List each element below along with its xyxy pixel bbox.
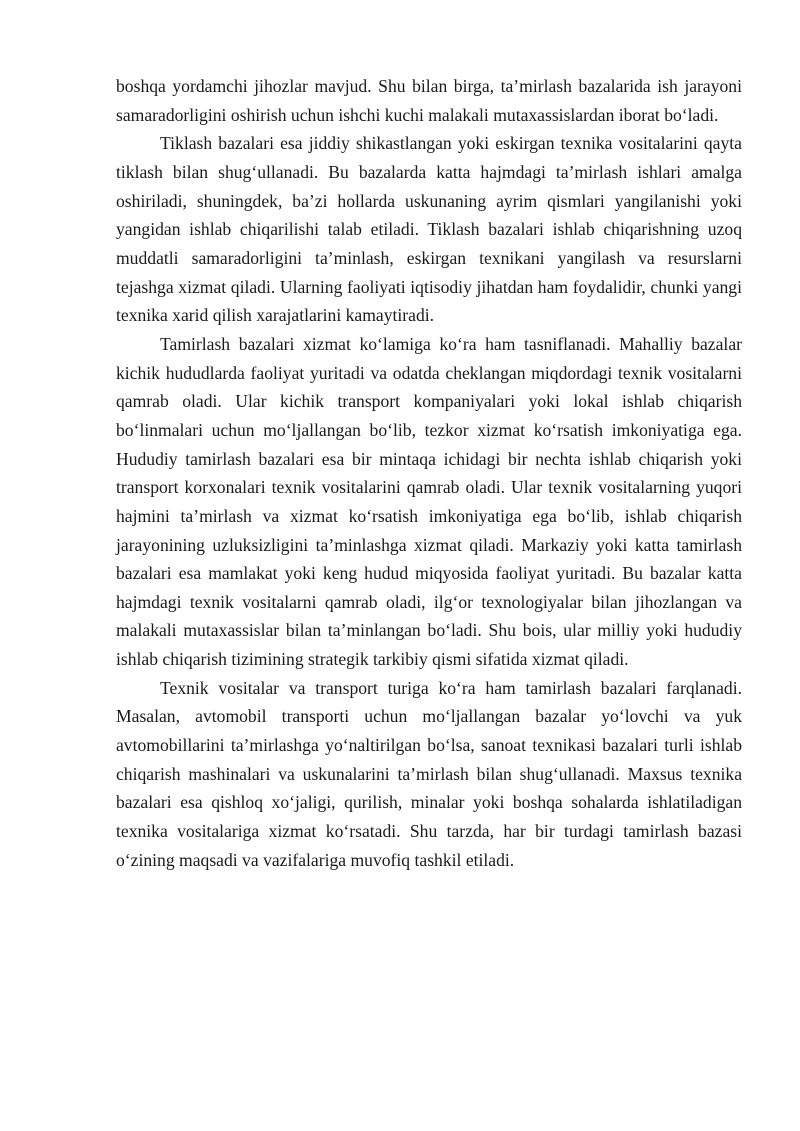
paragraph-continuation: boshqa yordamchi jihozlar mavjud. Shu bilan birga, ta’mirlash bazalarida ish jarayoni samaradorligini oshirish uchun ishchi kuchi malakali mutaxassislardan iborat bo‘ladi.: [116, 76, 742, 125]
paragraph-transport-turi: Texnik vositalar va transport turiga ko‘ra ham tamirlash bazalari farqlanadi. Masalan, avtomobil transporti uchun mo‘ljallangan bazalar yo‘lovchi va yuk avtomobillarini ta’mirlashga yo‘naltirilgan bo‘lsa, sanoat texnikasi bazalari turli ishlab chiqarish mashinalari va uskunalarini ta’mirlash bilan shug‘ullanadi. Maxsus texnika bazalari esa qishloq xo‘jaligi, qurilish, minalar yoki boshqa sohalarda ishlatiladigan texnika vositalariga xizmat ko‘rsatadi. Shu tarzda, har bir turdagi tamirlash bazasi o‘zining maqsadi va vazifalariga muvofiq tashkil etiladi.: [116, 677, 742, 870]
paragraph-xizmat-kolami: Tamirlash bazalari xizmat ko‘lamiga ko‘ra ham tasniflanadi. Mahalliy bazalar kichik hududlarda faoliyat yuritadi va odatda cheklangan miqdordagi texnik vositalarni qamrab oladi. Ular kichik transport kompaniyalari yoki lokal ishlab chiqarish bo‘linmalari uchun mo‘ljallangan bo‘lib, tezkor xizmat ko‘rsatish imkoniyatiga ega. Hududiy tamirlash bazalari esa bir mintaqa ichidagi bir nechta ishlab chiqarish yoki transport korxonalari texnik vositalarini qamrab oladi. Ular texnik vositalarning yuqori hajmini ta’mirlash va xizmat ko‘rsatish imkoniyatiga ega bo‘lib, ishlab chiqarish jarayonining uzluksizligini ta’minlashga xizmat qiladi. Markaziy yoki katta tamirlash bazalari esa mamlakat yoki keng hudud miqyosida faoliyat yuritadi. Bu bazalar katta hajmdagi texnik vositalarni qamrab oladi, ilg‘or texnologiyalar bilan jihozlangan va malakali mutaxassislar bilan ta’minlangan bo‘ladi. Shu bois, ular milliy yoki hududiy ishlab chiqarish tizimining strategik tarkibiy qismi sifatida xizmat qiladi.: [116, 333, 742, 670]
document-page: [116, 72, 742, 874]
paragraph-tiklash-bazalari: Tiklash bazalari esa jiddiy shikastlangan yoki eskirgan texnika vositalarini qayta tiklash bilan shug‘ullanadi. Bu bazalarda katta hajmdagi ta’mirlash ishlari amalga oshiriladi, shuningdek, ba’zi hollarda uskunaning ayrim qismlari yangilanishi yoki yangidan ishlab chiqarilishi talab etiladi. Tiklash bazalari ishlab chiqarishning uzoq muddatli samaradorligini ta’minlash, eskirgan texnikani yangilash va resurslarni tejashga xizmat qiladi. Ularning faoliyati iqtisodiy jihatdan ham foydalidir, chunki yangi texnika xarid qilish xarajatlarini kamaytiradi.: [116, 133, 742, 326]
